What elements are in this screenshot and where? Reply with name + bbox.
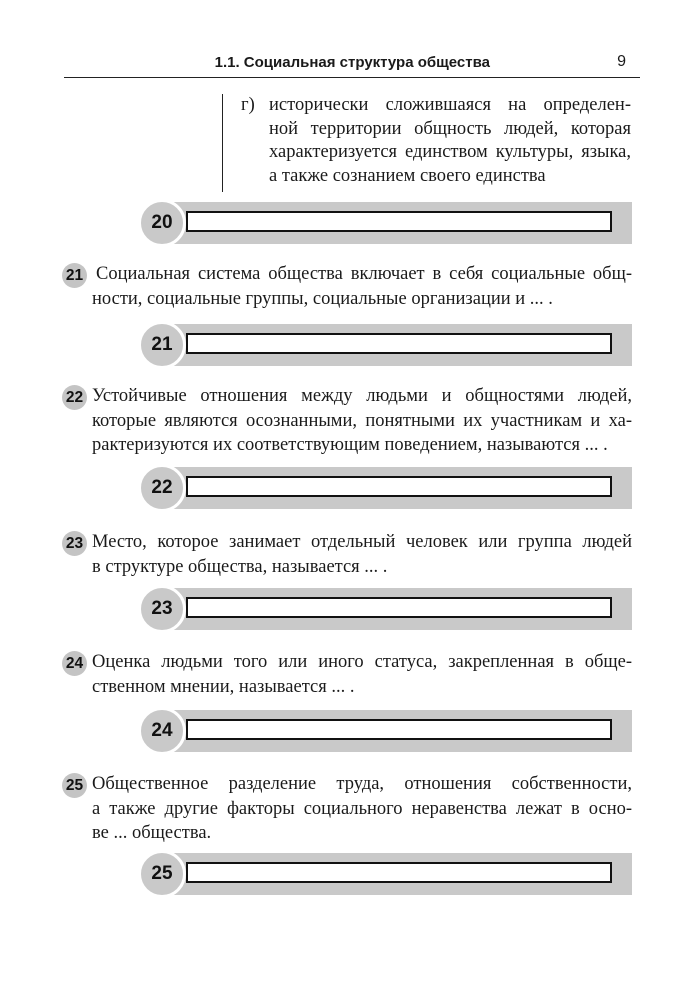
question-line: Устойчивые отношения между людьми и общностями людей, <box>92 386 632 406</box>
question-line: ственном мнении, называется ... . <box>92 676 355 697</box>
question-text <box>92 772 632 846</box>
question-text <box>92 262 632 311</box>
answer-row-24 <box>138 708 632 754</box>
answer-input-25[interactable] <box>186 862 612 883</box>
question-number-badge: 22 <box>62 385 87 410</box>
question-text <box>92 384 632 458</box>
answer-number-badge: 25 <box>138 850 186 898</box>
option-line: характеризуется единством культуры, языка, <box>269 142 631 162</box>
answer-number-badge: 24 <box>138 707 186 755</box>
answer-input-22[interactable] <box>186 476 612 497</box>
option-letter: г) <box>241 95 255 115</box>
answer-option-g <box>222 94 632 192</box>
option-text <box>269 94 631 188</box>
option-line: исторически сложившаяся на определен- <box>269 95 631 115</box>
chapter-title: 1.1. Социальная структура общества <box>214 54 490 71</box>
question-number-badge: 25 <box>62 773 87 798</box>
page-header <box>64 50 640 78</box>
question-text <box>92 530 632 579</box>
answer-number-badge: 21 <box>138 321 186 369</box>
question-line: которые являются осознанными, понятными их участникам и ха- <box>92 410 632 431</box>
question-line: в структуре общества, называется ... . <box>92 556 388 577</box>
question-line: рактеризуются их соответствующим поведением, называются ... . <box>92 435 608 455</box>
page-number: 9 <box>617 53 626 70</box>
question-line: ности, социальные группы, социальные организации и ... . <box>92 288 553 309</box>
answer-row-21 <box>138 322 632 368</box>
answer-number-badge: 23 <box>138 585 186 633</box>
question-line: Место, которое занимает отдельный человек или группа людей <box>92 532 632 552</box>
answer-input-23[interactable] <box>186 597 612 618</box>
answer-number-badge: 20 <box>138 199 186 247</box>
answer-input-24[interactable] <box>186 719 612 740</box>
question-line: Общественное разделение труда, отношения собственности, <box>92 774 632 794</box>
question-line: ве ... общества. <box>92 823 212 843</box>
answer-row-20 <box>138 200 632 246</box>
question-number-badge: 24 <box>62 651 87 676</box>
question-line: а также другие факторы социального неравенства лежат в осно- <box>92 798 632 819</box>
answer-row-22 <box>138 465 632 511</box>
question-line: Оценка людьми того или иного статуса, закрепленная в обще- <box>92 652 632 672</box>
answer-number-badge: 22 <box>138 464 186 512</box>
answer-input-20[interactable] <box>186 211 612 232</box>
question-number-badge: 23 <box>62 531 87 556</box>
answer-row-25 <box>138 851 632 897</box>
answer-input-21[interactable] <box>186 333 612 354</box>
question-line: Социальная система общества включает в себя социальные общ- <box>96 264 632 284</box>
option-line: а также сознанием своего единства <box>269 165 546 186</box>
question-text <box>92 650 632 699</box>
answer-row-23 <box>138 586 632 632</box>
question-number-badge: 21 <box>62 263 87 288</box>
option-line: ной территории общность людей, которая <box>269 118 631 139</box>
